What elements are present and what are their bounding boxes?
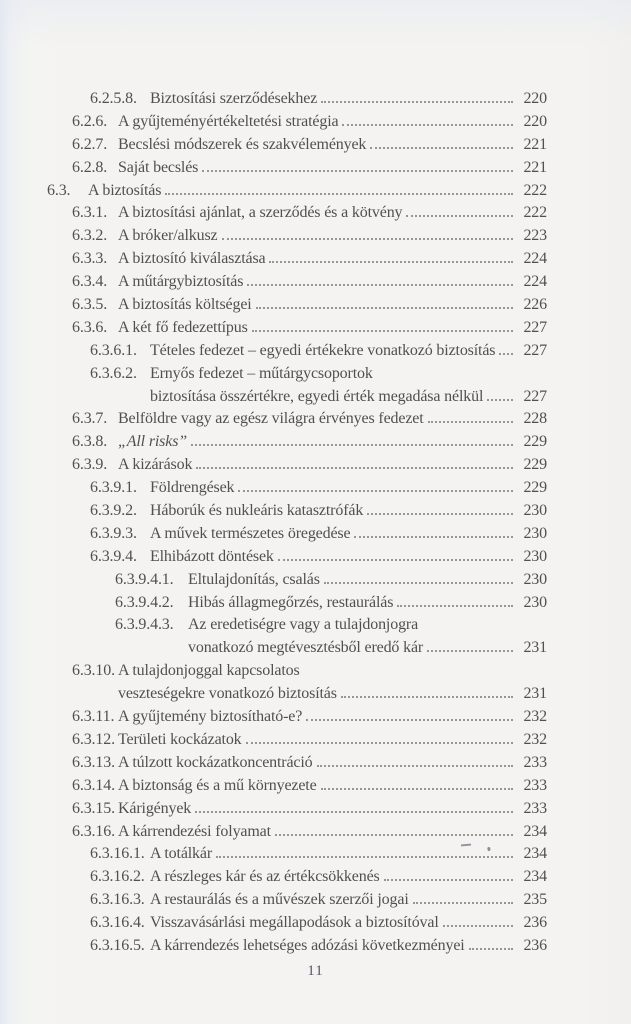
toc-entry-title: Becslési módszerek és szakvélemények [118, 135, 367, 153]
toc-entry-title: A részleges kár és az értékcsökkenés [150, 868, 380, 886]
dot-leader [278, 546, 513, 561]
toc-entry-continuation [0, 683, 631, 706]
toc-entry-title: A totálkár [150, 845, 213, 863]
dot-leader [216, 843, 513, 858]
toc-entry-page: 229 [523, 456, 547, 474]
toc-entry-title: A biztosítási ajánlat, a szerződés és a kötvény [118, 204, 403, 222]
toc-entry [0, 134, 631, 157]
toc-entry [0, 912, 631, 935]
toc-entry-number: 6.3.12. [72, 730, 115, 748]
toc-entry-title: Belföldre vagy az egész világra érvényes fedezet [118, 410, 424, 428]
toc-entry-page: 229 [523, 433, 547, 451]
toc-entry-number: 6.3.10. [72, 662, 115, 680]
toc-entry-title: A tulajdonjoggal kapcsolatos [118, 662, 300, 680]
toc-entry-page: 233 [523, 753, 547, 771]
toc-entry-page: 230 [523, 570, 547, 588]
dot-leader [191, 431, 513, 446]
toc-entry [0, 363, 631, 386]
dot-leader [397, 592, 513, 607]
toc-entry [0, 706, 631, 729]
dot-leader [370, 134, 513, 149]
toc-entry-page: 220 [523, 90, 547, 107]
toc-entry [0, 180, 631, 203]
toc-entry-title: A biztosítás [88, 181, 162, 199]
dot-leader [499, 340, 513, 355]
toc-entry [0, 271, 631, 294]
toc-entry-page: 235 [523, 891, 547, 909]
toc-entry-title: A gyűjteményértékeltetési stratégia [118, 112, 339, 130]
toc-entry [0, 546, 631, 569]
toc-entry [0, 431, 631, 454]
toc-entry-number: 6.3.16.1. [90, 845, 145, 863]
dot-leader [487, 386, 513, 401]
toc-entry-number: 6.3.9.1. [90, 479, 137, 497]
toc-entry-page: 230 [523, 502, 547, 520]
toc-entry-title: A túlzott kockázatkoncentráció [118, 753, 313, 771]
toc-entry-title: Háborúk és nukleáris katasztrófák [150, 502, 364, 520]
dot-leader [321, 775, 513, 790]
dot-leader [342, 111, 513, 126]
toc-entry-page: 222 [523, 204, 547, 222]
toc-entry [0, 660, 631, 683]
toc-entry-page: 221 [523, 135, 547, 153]
toc-entry-title: Tételes fedezet – egyedi értékekre vonatkozó biztosítás [150, 341, 496, 359]
dot-leader [317, 752, 513, 767]
toc-entry-number: 6.3.16.3. [90, 891, 145, 909]
toc-entry-page: 227 [523, 318, 547, 336]
dot-leader [269, 248, 513, 263]
toc-entry-title-continued: veszteségekre vonatkozó biztosítás [118, 685, 337, 703]
dot-leader [384, 866, 513, 881]
toc-entry-title: Hibás állagmegőrzés, restaurálás [188, 593, 394, 611]
toc-entry-title: A restaurálás és a művészek szerzői jogai [150, 891, 409, 909]
toc-entry-number: 6.3.9.4. [90, 547, 137, 565]
toc-entry [0, 798, 631, 821]
toc-entry-number: 6.2.7. [72, 135, 108, 153]
dot-leader [246, 729, 513, 744]
toc-entry-number: 6.3.16.4. [90, 914, 145, 932]
toc-entry [0, 752, 631, 775]
scan-smudge [461, 844, 471, 847]
toc-entry [0, 523, 631, 546]
toc-entry-page: 236 [523, 936, 547, 954]
toc-entry [0, 88, 631, 111]
toc-entry-title: Földrengések [150, 479, 235, 497]
toc-entry-page: 224 [523, 250, 547, 268]
toc-entry-page: 234 [523, 822, 547, 840]
toc-entry-title: A biztosító kiválasztása [118, 250, 266, 268]
toc-entry-number: 6.3.14. [72, 776, 115, 794]
toc-entry-page: 230 [523, 547, 547, 565]
toc-entry-number: 6.3.6.2. [90, 364, 137, 382]
toc-entry [0, 614, 631, 637]
toc-entry-number: 6.3.3. [72, 250, 108, 268]
toc-entry-page: 233 [523, 799, 547, 817]
toc-entry-title: Visszavásárlási megállapodások a biztosítóval [150, 914, 439, 932]
toc-entry-number: 6.2.5.8. [90, 90, 137, 107]
toc-entry [0, 500, 631, 523]
toc-entry-number: 6.3.4. [72, 273, 108, 291]
dot-leader [222, 225, 513, 240]
toc-entry-page: 229 [523, 479, 547, 497]
toc-entry-title: A műtárgybiztosítás [118, 273, 244, 291]
dot-leader [247, 271, 513, 286]
toc-entry-title: Területi kockázatok [118, 730, 242, 748]
dot-leader [196, 454, 513, 469]
toc-entry-number: 6.3.2. [72, 227, 108, 245]
dot-leader [469, 935, 513, 950]
toc-entry-title: Saját becslés [118, 158, 199, 176]
toc-entry-page: 223 [523, 227, 547, 245]
toc-entry-page: 236 [523, 914, 547, 932]
toc-entry-page: 227 [523, 341, 547, 359]
toc-entry-number: 6.3.6.1. [90, 341, 137, 359]
toc-entry-page: 226 [523, 296, 547, 314]
toc-entry [0, 111, 631, 134]
toc-entry-page: 221 [523, 158, 547, 176]
dot-leader [202, 157, 513, 172]
dot-leader [321, 88, 513, 103]
dot-leader [428, 408, 513, 423]
dot-leader [324, 569, 513, 584]
dot-leader [443, 912, 513, 927]
toc-entry-title: Kárigények [118, 799, 192, 817]
dot-leader [256, 294, 513, 309]
dot-leader [354, 523, 513, 538]
dot-leader [238, 477, 513, 492]
dot-leader [195, 798, 513, 813]
toc-entry-page: 231 [523, 685, 547, 703]
toc-entry-number: 6.3.15. [72, 799, 115, 817]
toc-entry-title: Ernyős fedezet – műtárgycsoportok [150, 364, 373, 382]
toc-entry [0, 843, 631, 866]
toc-entry-title-continued: biztosítása összértékre, egyedi érték megadása nélkül [150, 387, 484, 405]
toc-entry-page: 228 [523, 410, 547, 428]
toc-entry-title: Biztosítási szerződésekhez [150, 90, 318, 107]
toc-entry-number: 6.3.16.5. [90, 936, 145, 954]
toc-entry [0, 477, 631, 500]
dot-leader [406, 202, 513, 217]
toc-entry [0, 569, 631, 592]
dot-leader [275, 821, 513, 836]
toc-entry [0, 729, 631, 752]
toc-entry-title: A bróker/alkusz [118, 227, 218, 245]
toc-entry-page: 232 [523, 708, 547, 726]
dot-leader [427, 637, 513, 652]
toc-entry-page: 234 [523, 868, 547, 886]
toc-entry-title: A kárrendezési folyamat [118, 822, 271, 840]
toc-entry-number: 6.3. [47, 181, 71, 199]
dot-leader [306, 706, 513, 721]
toc-entry-number: 6.2.6. [72, 112, 108, 130]
toc-entry [0, 775, 631, 798]
toc-entry-title: Az eredetiségre vagy a tulajdonjogra [188, 616, 419, 634]
toc-entry-number: 6.3.9.4.3. [115, 616, 174, 634]
dot-leader [252, 317, 513, 332]
toc-entry-title-continued: vonatkozó megtévesztésből eredő kár [188, 639, 424, 657]
toc-entry [0, 935, 631, 958]
toc-entry-page: 234 [523, 845, 547, 863]
toc-entry [0, 340, 631, 363]
toc-entry [0, 592, 631, 615]
toc-entry [0, 157, 631, 180]
toc-entry-number: 6.3.1. [72, 204, 108, 222]
toc-entry-continuation [0, 637, 631, 660]
toc-entry-page: 233 [523, 776, 547, 794]
toc-entry-page: 220 [523, 112, 547, 130]
toc-entry-title: A kizárások [118, 456, 193, 474]
toc-entry-title: A két fő fedezettípus [118, 318, 248, 336]
toc-entry-page: 232 [523, 730, 547, 748]
toc-entry-number: 6.3.9. [72, 456, 108, 474]
toc-entry-page: 224 [523, 273, 547, 291]
toc-entry-number: 6.3.9.2. [90, 502, 137, 520]
toc-entry-number: 6.3.5. [72, 296, 108, 314]
toc-entry-title: A biztonság és a mű környezete [118, 776, 317, 794]
toc-entry-number: 6.3.16. [72, 822, 115, 840]
toc-entry-number: 6.3.9.3. [90, 524, 137, 542]
toc-entry-page: 231 [523, 639, 547, 657]
toc-entry [0, 866, 631, 889]
toc-entry-page: 222 [523, 181, 547, 199]
toc-entry [0, 202, 631, 225]
dot-leader [367, 500, 513, 515]
toc-entry-title: A kárrendezés lehetséges adózási következményei [150, 936, 465, 954]
toc-entry-title: A művek természetes öregedése [150, 524, 351, 542]
toc-entry-number: 6.3.6. [72, 318, 108, 336]
toc-entry-title: A biztosítás költségei [118, 296, 252, 314]
toc-entry [0, 408, 631, 431]
toc-entry-number: 6.3.11. [72, 708, 115, 726]
toc-entry-page: 230 [523, 593, 547, 611]
toc-entry [0, 454, 631, 477]
dot-leader [413, 889, 513, 904]
toc-entry-number: 6.3.16.2. [90, 868, 145, 886]
toc-entry-title: Eltulajdonítás, csalás [188, 570, 320, 588]
toc-entry-number: 6.3.9.4.1. [115, 570, 174, 588]
toc-entry [0, 248, 631, 271]
toc-entry-title: A gyűjtemény biztosítható-e? [118, 708, 303, 726]
toc-entry [0, 317, 631, 340]
toc-entry-page: 230 [523, 524, 547, 542]
toc-entry [0, 821, 631, 844]
toc-entry [0, 889, 631, 912]
toc-entry-title: Elhibázott döntések [150, 547, 274, 565]
page-number: 11 [307, 962, 324, 979]
toc-entry [0, 294, 631, 317]
toc-entry-number: 6.3.8. [72, 433, 108, 451]
dot-leader [165, 180, 513, 195]
toc-entry-number: 6.3.7. [72, 410, 108, 428]
toc-entry-continuation [0, 386, 631, 409]
toc-entry-number: 6.3.13. [72, 753, 115, 771]
dot-leader [341, 683, 513, 698]
toc-entry-number: 6.2.8. [72, 158, 108, 176]
toc-entry-number: 6.3.9.4.2. [115, 593, 174, 611]
toc-entry-page: 227 [523, 387, 547, 405]
toc-entry-title: „All risks” [118, 433, 188, 451]
toc-entry [0, 225, 631, 248]
